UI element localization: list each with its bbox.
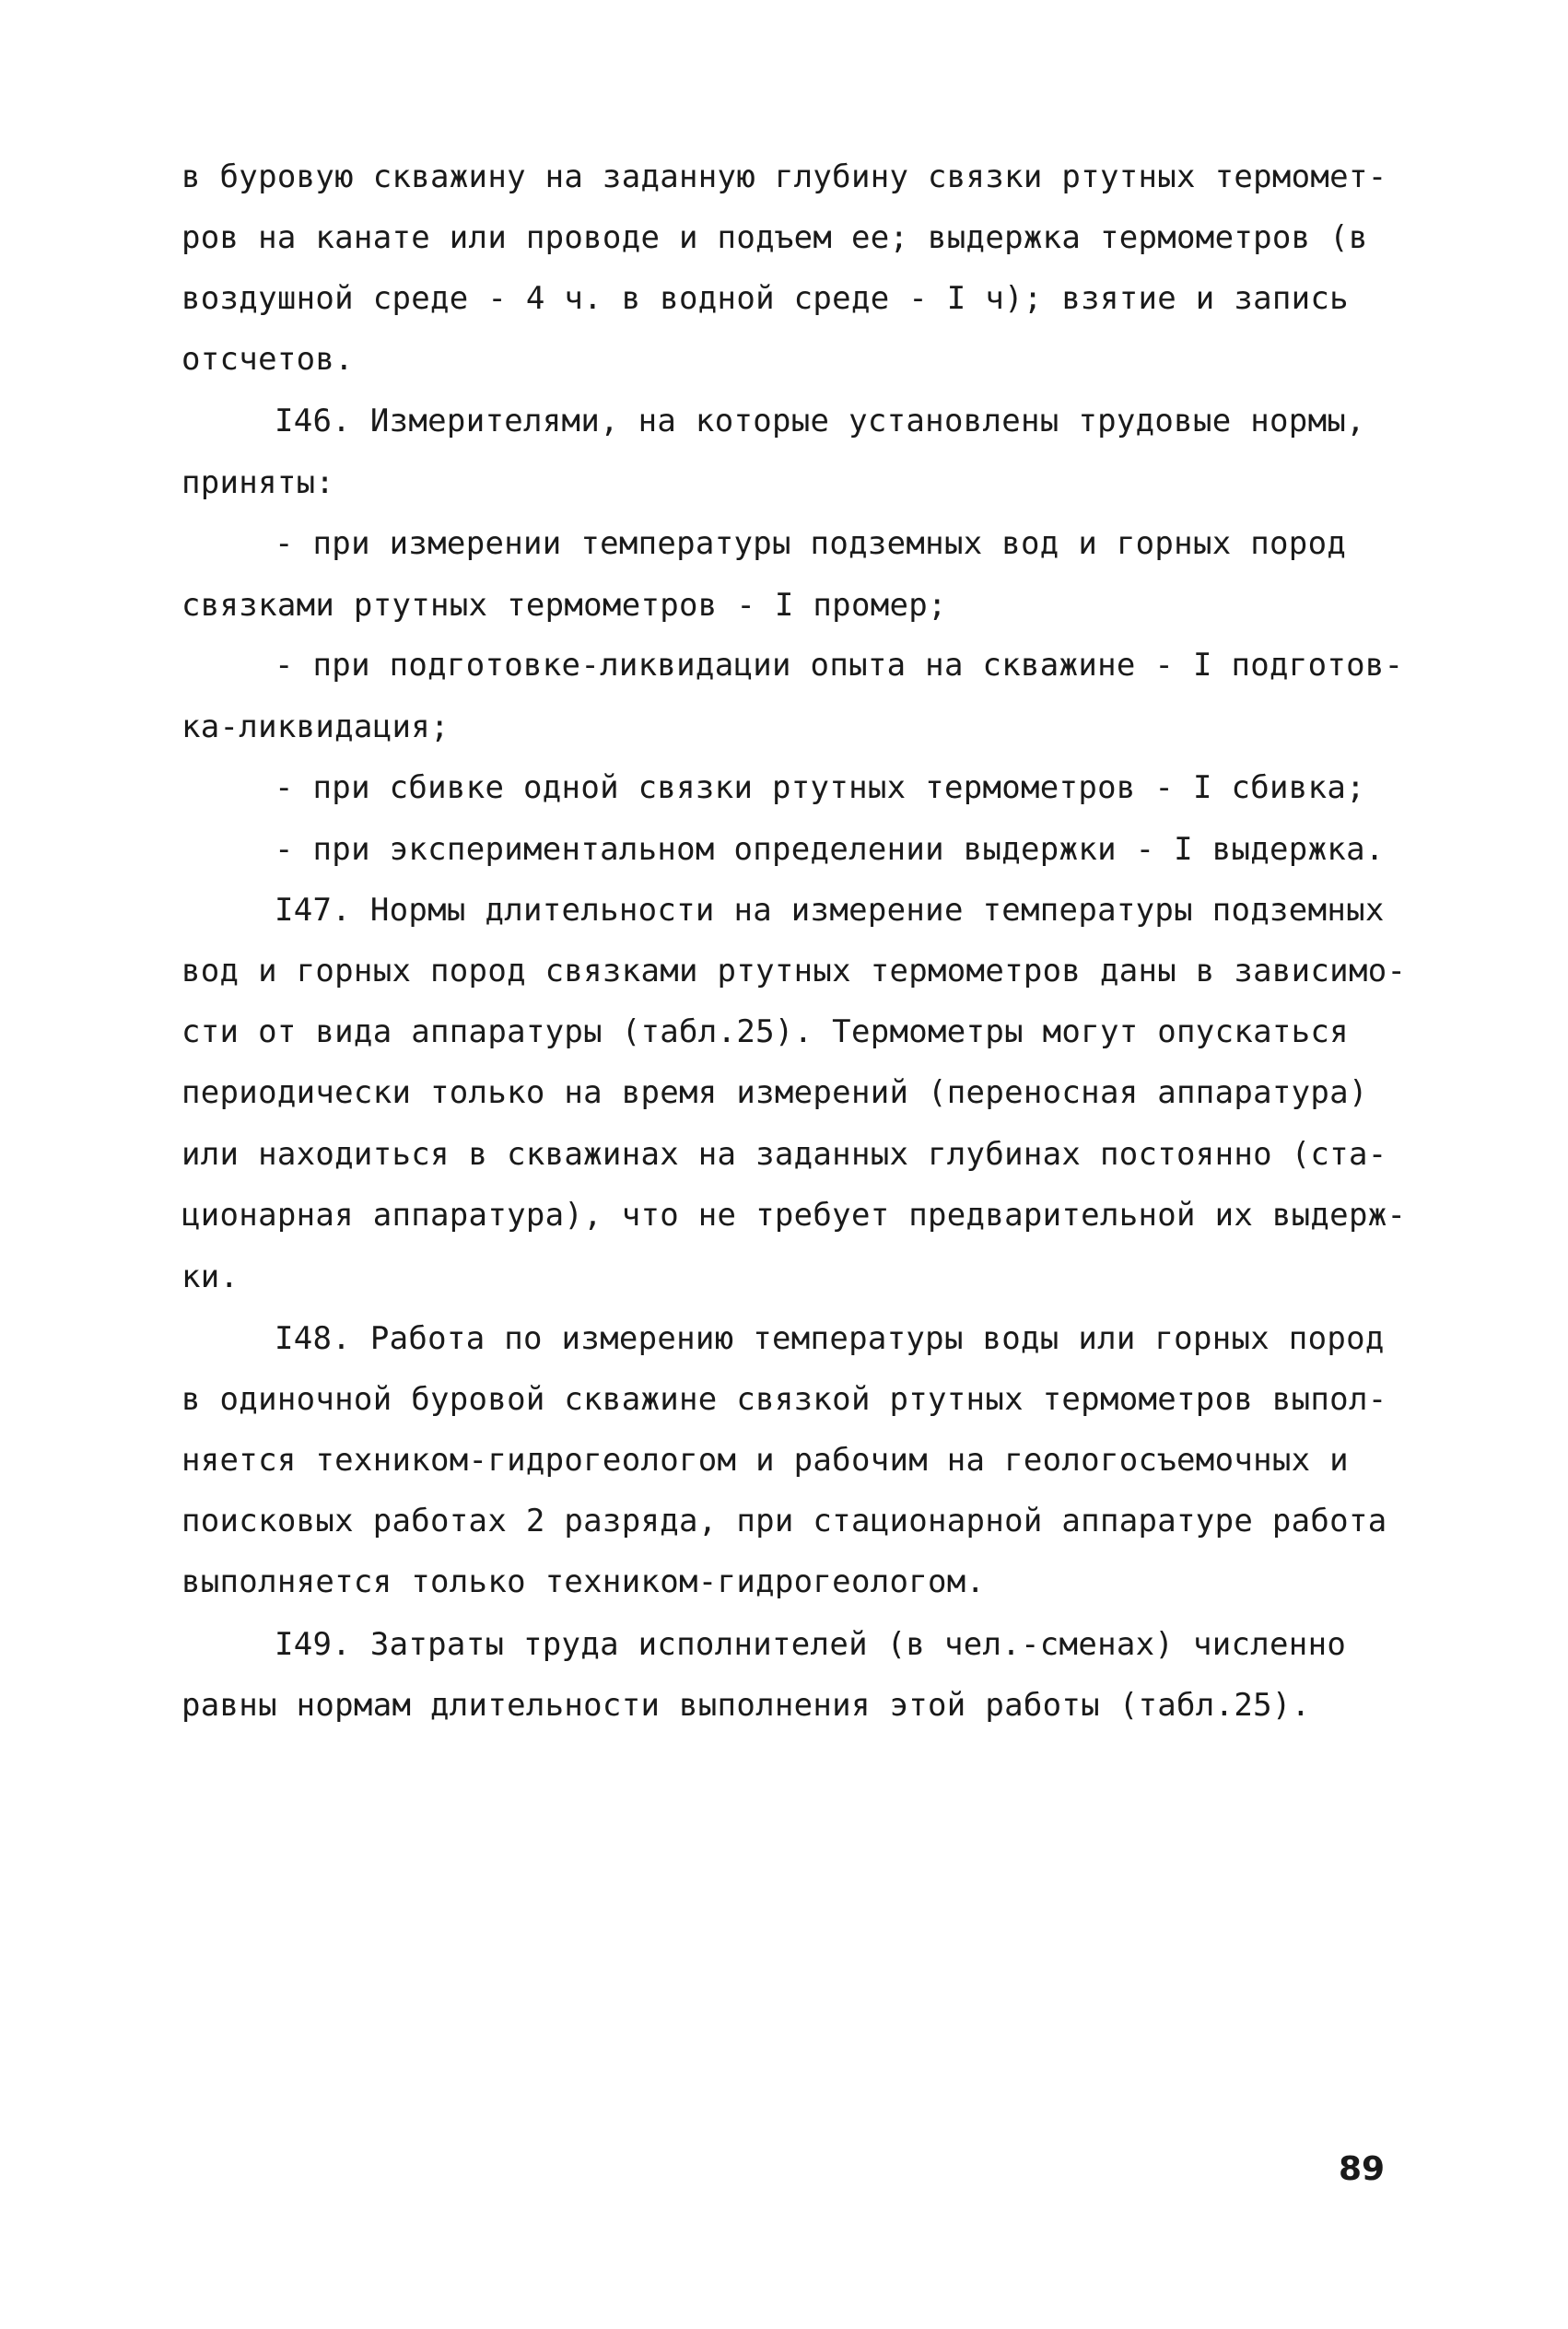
text-line: равны нормам длительности выполнения этой работы (табл.25).	[181, 1687, 1311, 1724]
text-line: ров на канате или проводе и подъем ее; выдержка термометров (в	[181, 219, 1368, 256]
text-line: отсчетов.	[181, 341, 354, 378]
text-line: ки.	[181, 1258, 240, 1295]
paragraph-146-start: I46. Измерителями, на которые установлены трудовые нормы,	[275, 403, 1365, 439]
text-line: в буровую скважину на заданную глубину связки ртутных термомет-	[181, 158, 1387, 195]
list-item: - при сбивке одной связки ртутных термометров - I сбивка;	[275, 769, 1365, 806]
text-line: ка-ликвидация;	[181, 708, 450, 745]
text-line: или находиться в скважинах на заданных глубинах постоянно (ста-	[181, 1136, 1387, 1173]
text-line: ционарная аппаратура), что не требует предварительной их выдерж-	[181, 1197, 1407, 1234]
page-number: 89	[1339, 2150, 1386, 2188]
text-line: воздушной среде - 4 ч. в водной среде - I ч); взятие и запись	[181, 280, 1349, 317]
text-line: вод и горных пород связками ртутных термометров даны в зависимо-	[181, 953, 1407, 989]
text-line: няется техником-гидрогеологом и рабочим на геологосъемочных и	[181, 1442, 1349, 1479]
list-item: - при экспериментальном определении выдержки - I выдержка.	[275, 831, 1385, 868]
text-line: периодически только на время измерений (переносная аппаратура)	[181, 1074, 1368, 1111]
list-item: - при измерении температуры подземных вод и горных пород	[275, 525, 1347, 562]
text-line: в одиночной буровой скважине связкой ртутных термометров выпол-	[181, 1381, 1387, 1418]
list-item: - при подготовке-ликвидации опыта на скважине - I подготов-	[275, 647, 1404, 684]
text-line: приняты:	[181, 464, 335, 501]
text-line: выполняется только техником-гидрогеологом.	[181, 1563, 986, 1600]
paragraph-149-start: I49. Затраты труда исполнителей (в чел.-сменах) численно	[275, 1626, 1347, 1663]
text-line: поисковых работах 2 разряда, при стационарной аппаратуре работа	[181, 1503, 1387, 1539]
paragraph-148-start: I48. Работа по измерению температуры воды или горных пород	[275, 1320, 1385, 1357]
text-line: сти от вида аппаратуры (табл.25). Термометры могут опускаться	[181, 1013, 1349, 1050]
paragraph-147-start: I47. Нормы длительности на измерение температуры подземных	[275, 892, 1385, 929]
text-line: связками ртутных термометров - I промер;	[181, 587, 947, 624]
